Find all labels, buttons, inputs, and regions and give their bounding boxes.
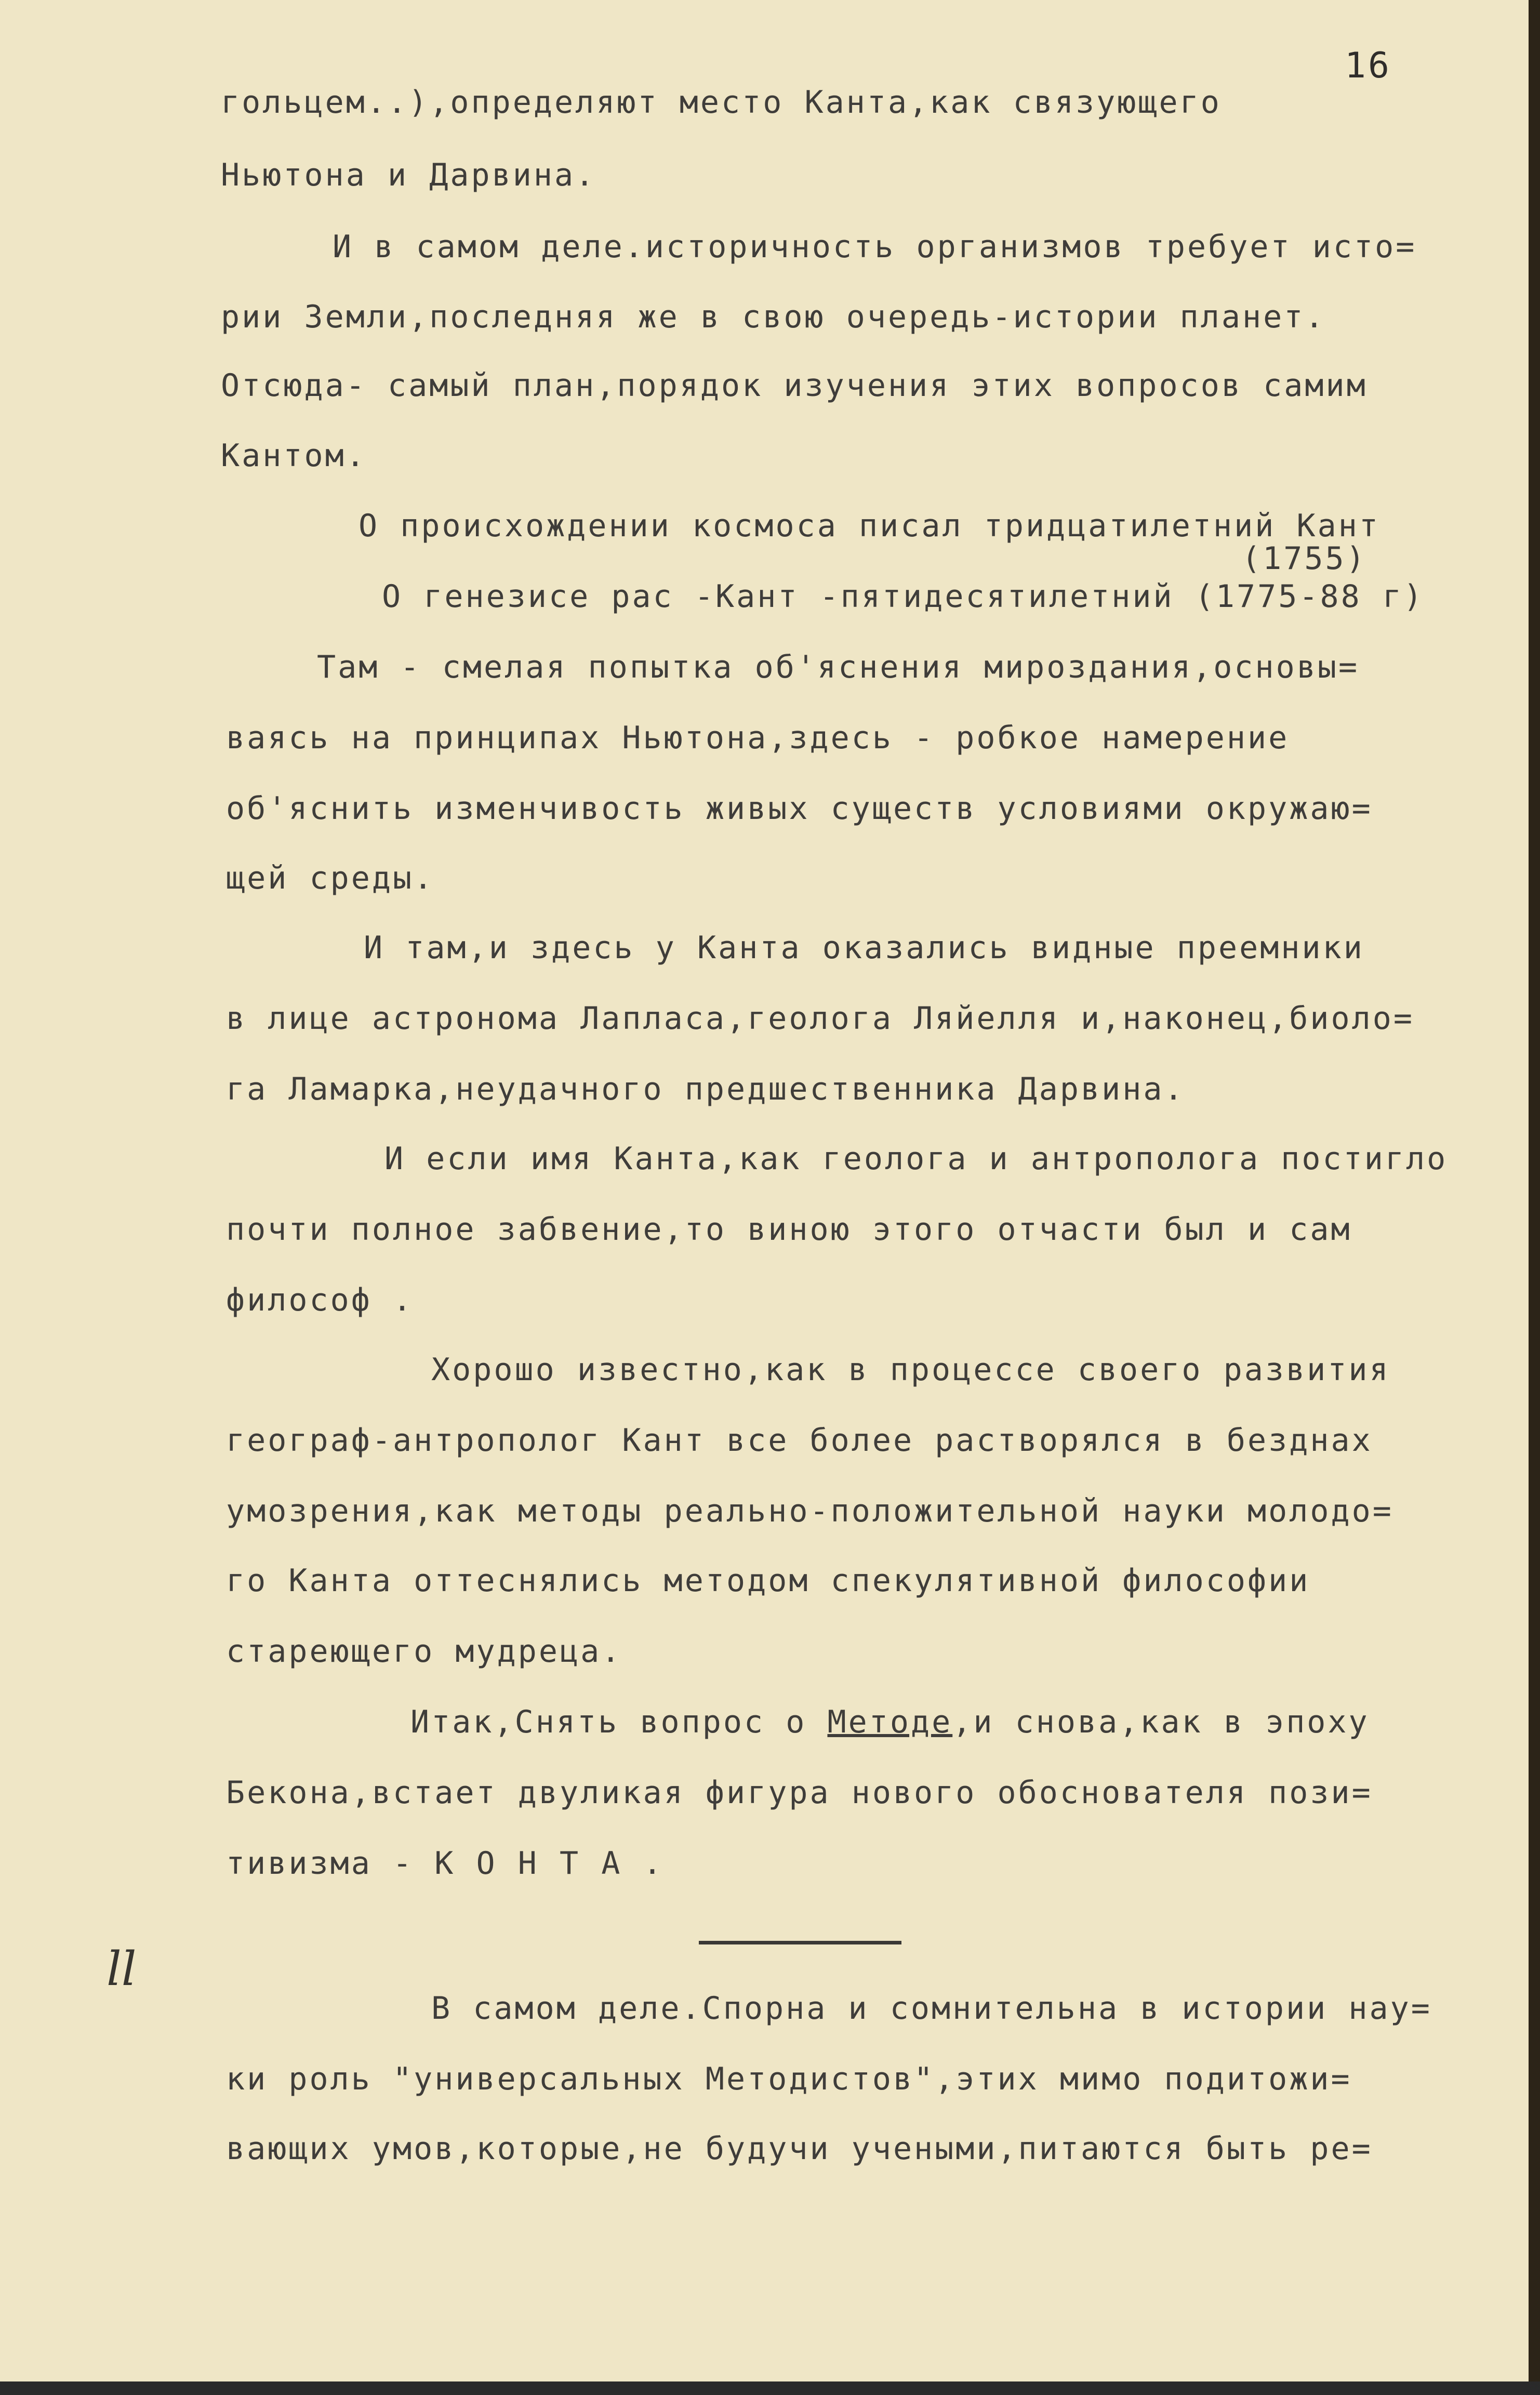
text-line: И в самом деле.историчность организмов требует исто= xyxy=(333,229,1417,265)
text-line: га Ламарка,неудачного предшественника Дарвина. xyxy=(226,1071,1185,1107)
text-line: географ-антрополог Кант все более растворялся в безднах xyxy=(226,1422,1373,1459)
text-line: И там,и здесь у Канта оказались видные преемники xyxy=(364,930,1364,966)
separator-line xyxy=(699,1941,901,1944)
text-line: В самом деле.Спорна и сомнительна в истории нау= xyxy=(431,1990,1432,2027)
scan-border-right xyxy=(1529,0,1540,2395)
text-line: Бекона,встает двуликая фигура нового обоснователя пози= xyxy=(226,1775,1373,1811)
page-number: 16 xyxy=(1345,45,1391,86)
text-line: почти полное забвение,то виною этого отчасти был и сам xyxy=(226,1211,1352,1248)
text-line: стареющего мудреца. xyxy=(226,1633,622,1670)
scan-border-bottom xyxy=(0,2381,1540,2395)
text-line: философ . xyxy=(226,1282,414,1318)
text-line: Отсюда- самый план,порядок изучения этих вопросов самим xyxy=(221,367,1368,404)
text-line xyxy=(410,1704,1370,1740)
text-line: О генезисе рас -Кант -пятидесятилетний (1775-88 г) xyxy=(382,578,1425,615)
text-segment: Итак,Снять вопрос о xyxy=(410,1704,828,1740)
text-line: об'яснить изменчивость живых существ условиями окружаю= xyxy=(226,790,1373,827)
text-line: в лице астронома Лапласа,геолога Ляйелля и,наконец,биоло= xyxy=(226,1000,1415,1037)
text-line: Кантом. xyxy=(221,438,367,474)
text-line: рии Земли,последняя же в свою очередь-истории планет. xyxy=(221,299,1326,335)
margin-mark: ll xyxy=(107,1942,137,1996)
text-segment: ,и снова,как в эпоху xyxy=(952,1704,1370,1740)
text-line: Хорошо известно,как в процессе своего развития xyxy=(431,1352,1390,1388)
underlined-word: Методе xyxy=(827,1704,953,1740)
text-line: вающих умов,которые,не будучи учеными,питаются быть ре= xyxy=(226,2131,1373,2167)
text-line: щей среды. xyxy=(226,860,435,896)
text-line: О происхождении космоса писал тридцатилетний Кант xyxy=(359,508,1380,544)
text-line: го Канта оттеснялись методом спекулятивной философии xyxy=(226,1563,1310,1599)
text-line: ки роль "универсальных Методистов",этих мимо подитожи= xyxy=(226,2061,1352,2097)
text-line: гольцем..),определяют место Канта,как связующего xyxy=(221,84,1222,121)
text-line: тивизма - К О Н Т А . xyxy=(226,1845,664,1882)
text-line: Там - смелая попытка об'яснения мироздания,основы= xyxy=(317,649,1360,685)
text-line: умозрения,как методы реально-положительной науки молодо= xyxy=(226,1493,1393,1529)
text-line: И если имя Канта,как геолога и антрополога постигло xyxy=(384,1141,1448,1177)
text-line: ваясь на принципах Ньютона,здесь - робкое намерение xyxy=(226,720,1290,756)
year-note: (1755) xyxy=(1242,540,1367,577)
text-line: Ньютона и Дарвина. xyxy=(221,157,596,193)
